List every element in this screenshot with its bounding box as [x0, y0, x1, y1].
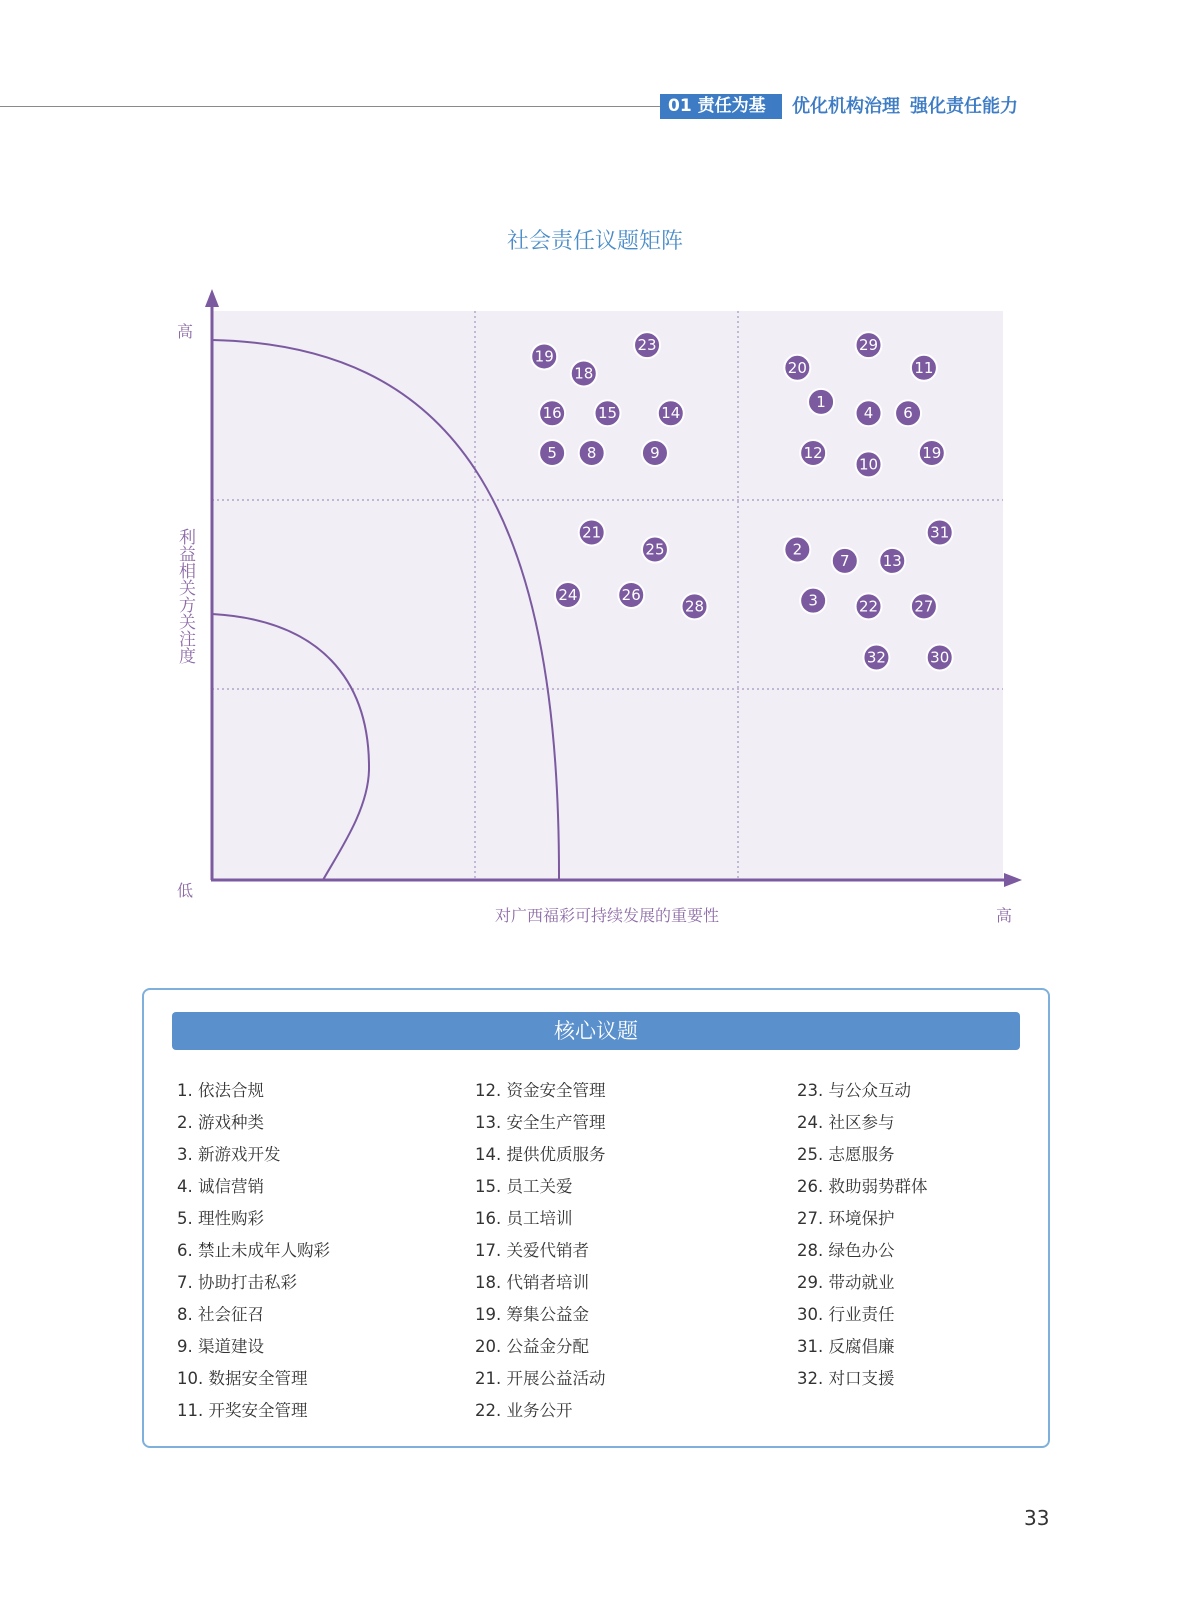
core-issue-item: 5. 理性购彩	[177, 1209, 264, 1228]
core-issue-item: 18. 代销者培训	[475, 1273, 589, 1292]
core-issue-item: 29. 带动就业	[797, 1273, 895, 1292]
issue-point-label: 19	[922, 444, 942, 462]
core-issue-item: 22. 业务公开	[475, 1401, 573, 1420]
issue-point-label: 5	[547, 444, 557, 462]
issue-point-19	[531, 343, 557, 369]
issue-point-label: 19	[534, 347, 554, 366]
core-issue-item: 7. 协助打击私彩	[177, 1273, 297, 1292]
issue-point-label: 26	[621, 586, 641, 604]
core-issues-column-2	[475, 1075, 606, 1427]
core-issue-item: 12. 资金安全管理	[475, 1081, 606, 1100]
issue-point-2	[784, 537, 810, 563]
issue-point-label: 15	[597, 404, 618, 423]
issue-point-label: 21	[582, 523, 602, 542]
issue-point-25	[642, 537, 668, 563]
core-issue-item: 14. 提供优质服务	[475, 1145, 606, 1164]
core-issue-item: 26. 救助弱势群体	[797, 1177, 928, 1196]
core-issue-item: 2. 游戏种类	[177, 1113, 264, 1132]
core-issue-item: 30. 行业责任	[797, 1305, 895, 1324]
issue-point-12	[800, 440, 826, 466]
issue-point-label: 30	[930, 648, 950, 667]
core-issue-item: 13. 安全生产管理	[475, 1113, 606, 1132]
issue-point-label: 2	[792, 540, 803, 559]
issue-point-19	[919, 440, 945, 466]
issue-point-label: 31	[930, 523, 950, 542]
issue-point-label: 9	[650, 444, 660, 462]
issue-point-20	[784, 355, 810, 381]
core-issue-item: 27. 环境保护	[797, 1209, 895, 1228]
issue-point-26	[618, 582, 644, 608]
issue-point-label: 16	[542, 404, 562, 423]
core-issue-item: 15. 员工关爱	[475, 1177, 573, 1196]
issue-point-22	[856, 593, 882, 619]
issue-point-label: 24	[558, 586, 578, 604]
issue-point-1	[808, 389, 834, 415]
issue-point-label: 28	[684, 597, 705, 616]
issue-point-21	[579, 520, 605, 546]
issue-point-label: 23	[637, 336, 657, 355]
matrix-title: 社会责任议题矩阵	[506, 229, 683, 254]
y-axis-high-label: 高	[177, 322, 194, 341]
core-issue-item: 8. 社会征召	[177, 1305, 264, 1324]
issue-point-label: 6	[903, 404, 913, 423]
x-axis-high-label: 高	[996, 906, 1013, 925]
core-issue-item: 20. 公益金分配	[475, 1337, 589, 1356]
core-issue-item: 9. 渠道建设	[177, 1337, 264, 1356]
issue-point-label: 20	[787, 358, 807, 377]
core-issue-item: 3. 新游戏开发	[177, 1145, 281, 1164]
issue-point-label: 11	[914, 358, 934, 377]
issue-point-label: 29	[858, 336, 879, 355]
issue-point-24	[555, 582, 581, 608]
issue-point-label: 32	[866, 648, 886, 667]
core-issue-item: 25. 志愿服务	[797, 1145, 895, 1164]
plot-background	[212, 311, 1003, 879]
core-issue-item: 11. 开奖安全管理	[177, 1401, 308, 1420]
core-issue-item: 16. 员工培训	[475, 1209, 573, 1228]
core-issues-column-1	[177, 1075, 330, 1427]
y-axis-low-label: 低	[177, 881, 194, 900]
issue-point-label: 10	[858, 455, 879, 474]
issue-point-label: 1	[816, 392, 826, 411]
issue-point-23	[634, 332, 660, 358]
issue-point-11	[911, 355, 937, 381]
x-axis-title: 对广西福彩可持续发展的重要性	[495, 906, 720, 925]
issue-point-label: 27	[914, 597, 934, 616]
issue-point-label: 22	[858, 597, 879, 616]
core-issue-item: 17. 关爱代销者	[475, 1241, 589, 1260]
x-axis-arrow	[1004, 873, 1022, 887]
core-issue-item: 19. 筹集公益金	[475, 1305, 589, 1324]
core-issues-column-3	[797, 1075, 928, 1395]
issue-point-label: 7	[840, 551, 850, 570]
y-axis-title: 利益相关方关注度	[175, 528, 195, 664]
issue-point-14	[658, 400, 684, 426]
chapter-title-part1: 优化机构治理	[792, 96, 900, 117]
issue-point-label: 18	[574, 364, 594, 383]
issue-point-9	[642, 440, 668, 466]
issue-point-10	[856, 451, 882, 477]
issue-point-27	[911, 593, 937, 619]
issue-point-30	[927, 644, 953, 670]
issue-point-7	[832, 548, 858, 574]
chapter-title-part2: 强化责任能力	[910, 96, 1018, 117]
core-issue-item: 31. 反腐倡廉	[797, 1337, 895, 1356]
issue-point-label: 13	[882, 551, 902, 570]
issue-point-label: 12	[803, 444, 823, 462]
issue-point-label: 4	[863, 404, 874, 423]
issue-point-3	[800, 588, 826, 614]
issue-point-29	[856, 332, 882, 358]
issue-point-18	[571, 360, 597, 386]
core-issue-item: 23. 与公众互动	[797, 1081, 911, 1100]
issue-point-label: 25	[645, 540, 665, 559]
issue-point-28	[682, 593, 708, 619]
issue-point-31	[927, 520, 953, 546]
core-issue-item: 1. 依法合规	[177, 1081, 264, 1100]
core-issue-item: 10. 数据安全管理	[177, 1369, 308, 1388]
core-issue-item: 6. 禁止未成年人购彩	[177, 1241, 330, 1260]
issue-point-label: 3	[808, 591, 818, 610]
core-issues-title: 核心议题	[172, 1012, 1020, 1050]
issue-point-32	[863, 644, 889, 670]
issue-point-16	[539, 400, 565, 426]
core-issue-item: 21. 开展公益活动	[475, 1369, 606, 1388]
page-number: 33	[1024, 1506, 1050, 1530]
issue-point-label: 8	[586, 444, 597, 462]
issue-point-4	[856, 400, 882, 426]
issue-point-5	[539, 440, 565, 466]
chapter-chip: 01 责任为基	[660, 94, 782, 119]
core-issue-item: 4. 诚信营销	[177, 1177, 264, 1196]
core-issue-item: 32. 对口支援	[797, 1369, 895, 1388]
issue-point-15	[595, 400, 621, 426]
y-axis-arrow	[205, 289, 219, 307]
core-issue-item: 28. 绿色办公	[797, 1241, 895, 1260]
issue-point-13	[879, 548, 905, 574]
issue-point-6	[895, 400, 921, 426]
core-issue-item: 24. 社区参与	[797, 1113, 895, 1132]
issue-point-8	[579, 440, 605, 466]
issue-point-label: 14	[661, 404, 681, 423]
